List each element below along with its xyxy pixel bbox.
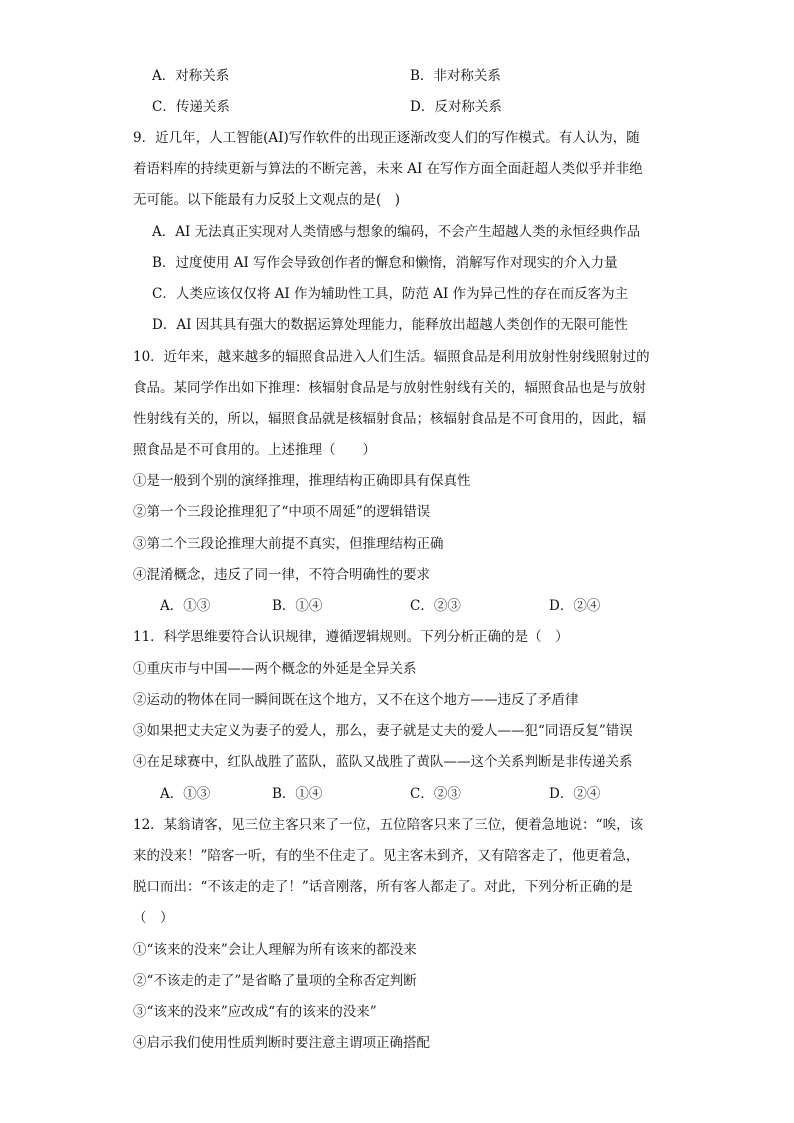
q8-option-d: D．反对称关系	[410, 99, 502, 115]
q12-stem-line-4: （ ）	[133, 910, 174, 926]
q11-item-3: ③如果把丈夫定义为妻子的爱人，那么，妻子就是丈夫的爱人——犯“同语反复”错误	[133, 723, 633, 739]
q9-option-c: C．人类应该仅仅将 AI 作为辅助性工具，防范 AI 作为异己性的存在而反客为主	[152, 286, 629, 302]
q12-stem-line-3: 脱口而出：“不该走的走了！”话音刚落，所有客人都走了。对此，下列分析正确的是	[133, 879, 633, 895]
q11-option-d: D．②④	[549, 786, 601, 802]
q9-stem-line-1: 9．近几年，人工智能(AI)写作软件的出现正逐渐改变人们的写作模式。有人认为，随	[133, 130, 640, 146]
q10-stem-line-3: 性射线有关的，所以，辐照食品就是核辐射食品；核辐射食品是不可食用的，因此，辐	[133, 411, 646, 427]
q12-item-3: ③“该来的没来”应改成“有的该来的没来”	[133, 1004, 377, 1020]
q9-stem-line-3: 无可能。以下能最有力反驳上文观点的是( )	[133, 192, 401, 208]
q12-item-2: ②“不该走的走了”是省略了量项的全称否定判断	[133, 973, 417, 989]
q10-option-b: B．①④	[272, 598, 323, 614]
q10-option-a: A．①③	[160, 598, 211, 614]
q11-option-c: C．②③	[410, 786, 461, 802]
q12-stem-line-2: 来的没来！”陪客一听，有的坐不住走了。见主客未到齐，又有陪客走了，他更着急，	[133, 848, 640, 864]
q11-option-a: A．①③	[160, 786, 211, 802]
q12-item-4: ④启示我们使用性质判断时要注意主谓项正确搭配	[133, 1035, 430, 1051]
q10-item-4: ④混淆概念，违反了同一律，不符合明确性的要求	[133, 567, 430, 583]
q10-option-d: D．②④	[549, 598, 601, 614]
q9-option-a: A．AI 无法真正实现对人类情感与想象的编码，不会产生超越人类的永恒经典作品	[152, 224, 641, 240]
q10-stem-line-2: 食品。某同学作出如下推理：核辐射食品是与放射性射线有关的，辐照食品也是与放射	[133, 380, 646, 396]
q10-item-1: ①是一般到个别的演绎推理，推理结构正确即具有保真性	[133, 473, 471, 489]
q9-option-b: B．过度使用 AI 写作会导致创作者的懈怠和懒惰，消解写作对现实的介入力量	[152, 255, 618, 271]
q9-option-d: D．AI 因其具有强大的数据运算处理能力，能释放出超越人类创作的无限可能性	[152, 317, 628, 333]
q11-stem: 11．科学思维要符合认识规律，遵循逻辑规则。下列分析正确的是（ ）	[133, 629, 569, 645]
q12-stem-line-1: 12．某翁请客，见三位主客只来了一位，五位陪客只来了三位，便着急地说：“唉，该	[133, 817, 644, 833]
q9-stem-line-2: 着语料库的持续更新与算法的不断完善，未来 AI 在写作方面全面赶超人类似乎并非绝	[133, 161, 643, 177]
q10-stem-line-1: 10．近年来，越来越多的辐照食品进入人们生活。辐照食品是利用放射性射线照射过的	[133, 349, 650, 365]
q12-item-1: ①“该来的没来”会让人理解为所有该来的都没来	[133, 942, 417, 958]
q10-item-2: ②第一个三段论推理犯了“中项不周延”的逻辑错误	[133, 504, 431, 520]
q11-option-b: B．①④	[272, 786, 323, 802]
q10-option-c: C．②③	[410, 598, 461, 614]
q11-item-4: ④在足球赛中，红队战胜了蓝队，蓝队又战胜了黄队——这个关系判断是非传递关系	[133, 754, 633, 770]
q10-item-3: ③第二个三段论推理大前提不真实，但推理结构正确	[133, 536, 444, 552]
q11-item-1: ①重庆市与中国——两个概念的外延是全异关系	[133, 661, 417, 677]
q10-stem-line-4: 照食品是不可食用的。上述推理（ ）	[133, 442, 376, 458]
q11-item-2: ②运动的物体在同一瞬间既在这个地方，又不在这个地方——违反了矛盾律	[133, 692, 579, 708]
q8-option-b: B．非对称关系	[410, 68, 501, 84]
q8-option-a: A．对称关系	[152, 68, 230, 84]
q8-option-c: C．传递关系	[152, 99, 230, 115]
